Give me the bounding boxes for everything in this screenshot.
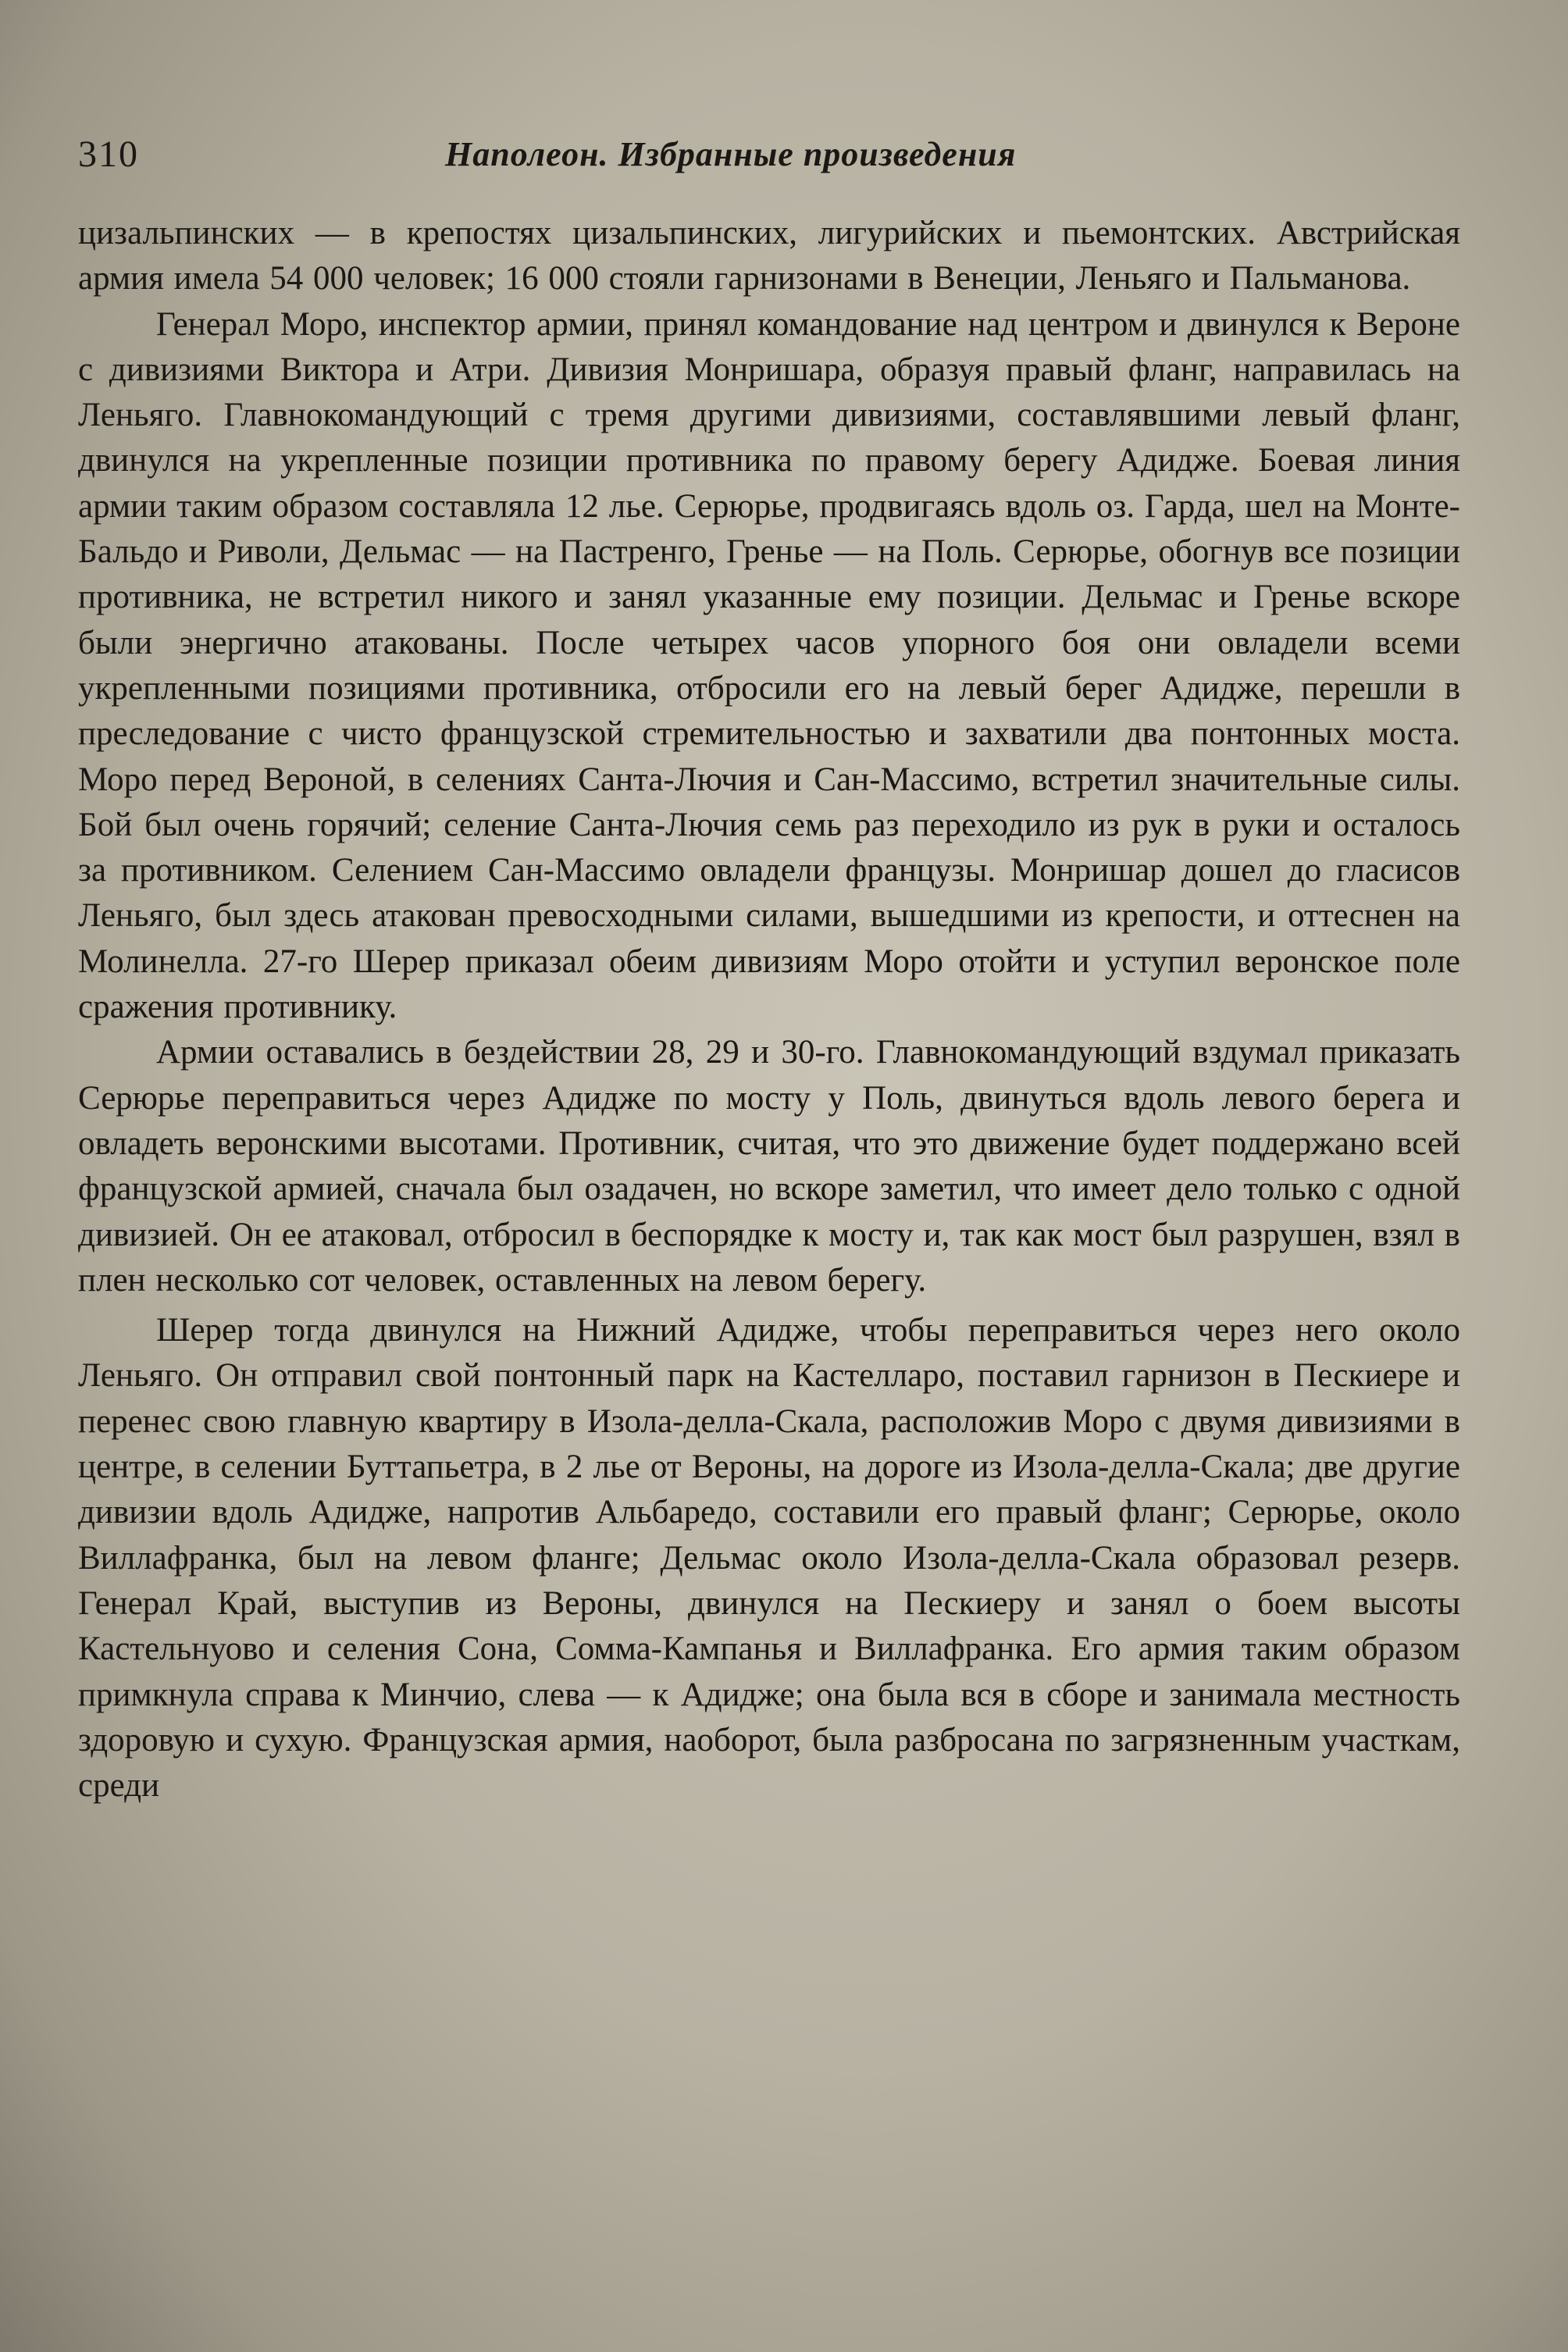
page-number: 310 [78,134,139,175]
running-title: Наполеон. Избранные произведения [445,135,1017,173]
paragraph-continuation: цизальпинских — в крепостях цизальпинских, лигурийских и пьемонтских. Австрийская армия имела 54 000 человек; 16 000 стояли гарнизонами в Венеции, Леньяго и Пальманова. [78,215,1460,298]
paragraph-scherer-adige: Шерер тогда двинулся на Нижний Адидже, чтобы переправиться через него около Леньяго. Он отправил свой понтонный парк на Кастелларо, поставил гарнизон в Пескиере и перенес свою главную квартиру в Изола-делла-Скала, расположив Моро с двумя дивизиями в центре, в селении Буттапьетра, в 2 лье от Вероны, на дороге из Изола-делла-Скала; две другие дивизии вдоль Адидже, напротив Альбаредо, составили его правый фланг; Серюрье, около Виллафранка, был на левом фланге; Дельмас около Изола-делла-Скала образовал резерв. Генерал Край, выступив из Вероны, двинулся на Пескиеру и занял о боем высоты Кастельнуово и селения Сона, Сомма-Кампанья и Виллафранка. Его армия таким образом примкнула справа к Минчио, слева — к Адидже; она была вся в сборе и занимала местность здоровую и сухую. Французская армия, наоборот, была разбросана по загрязненным участкам, среди [78,1312,1460,1805]
paragraph-moreau-command: Генерал Моро, инспектор армии, принял командование над центром и двинулся к Вероне с дивизиями Виктора и Атри. Дивизия Монришара, образуя правый фланг, направилась на Леньяго. Главнокомандующий с тремя другими дивизиями, составлявшими левый фланг, двинулся на укрепленные позиции противника по правому берегу Адидже. Боевая линия армии таким образом составляла 12 лье. Серюрье, продвигаясь вдоль оз. Гарда, шел на Монте-Бальдо и Риволи, Дельмас — на Пастренго, Гренье — на Поль. Серюрье, обогнув все позиции противника, не встретил никого и занял указанные ему позиции. Дельмас и Гренье вскоре были энергично атакованы. После четырех часов упорного боя они овладели всеми укрепленными позициями противника, отбросили его на левый берег Адидже, перешли в преследование с чисто французской стремительностью и захватили два понтонных моста. Моро перед Вероной, в селениях Санта-Лючия и Сан-Массимо, встретил значительные силы. Бой был очень горячий; селение Санта-Лючия семь раз переходило из рук в руки и осталось за противником. Селением Сан-Массимо овладели французы. Монришар дошел до гласисов Леньяго, был здесь атакован превосходными силами, вышедшими из крепости, и оттеснен на Молинелла. 27-го Шерер приказал обеим дивизиям Моро отойти и уступил веронское поле сражения противнику. [78,305,1460,1026]
book-page [55,125,1460,2311]
body-text [78,211,1460,1809]
running-head [78,125,1468,187]
paragraph-armies-inactive: Армии оставались в бездействии 28, 29 и 30-го. Главнокомандующий вздумал приказать Серюрье переправиться через Адидже по мосту у Поль, двинуться вдоль левого берега и овладеть веронскими высотами. Противник, считая, что это движение будет поддержано всей французской армией, сначала был озадачен, но вскоре заметил, что имеет дело только с одной дивизией. Он ее атаковал, отбросил в беспорядке к мосту и, так как мост был разрушен, взял в плен несколько сот человек, оставленных на левом берегу. [78,1034,1460,1299]
